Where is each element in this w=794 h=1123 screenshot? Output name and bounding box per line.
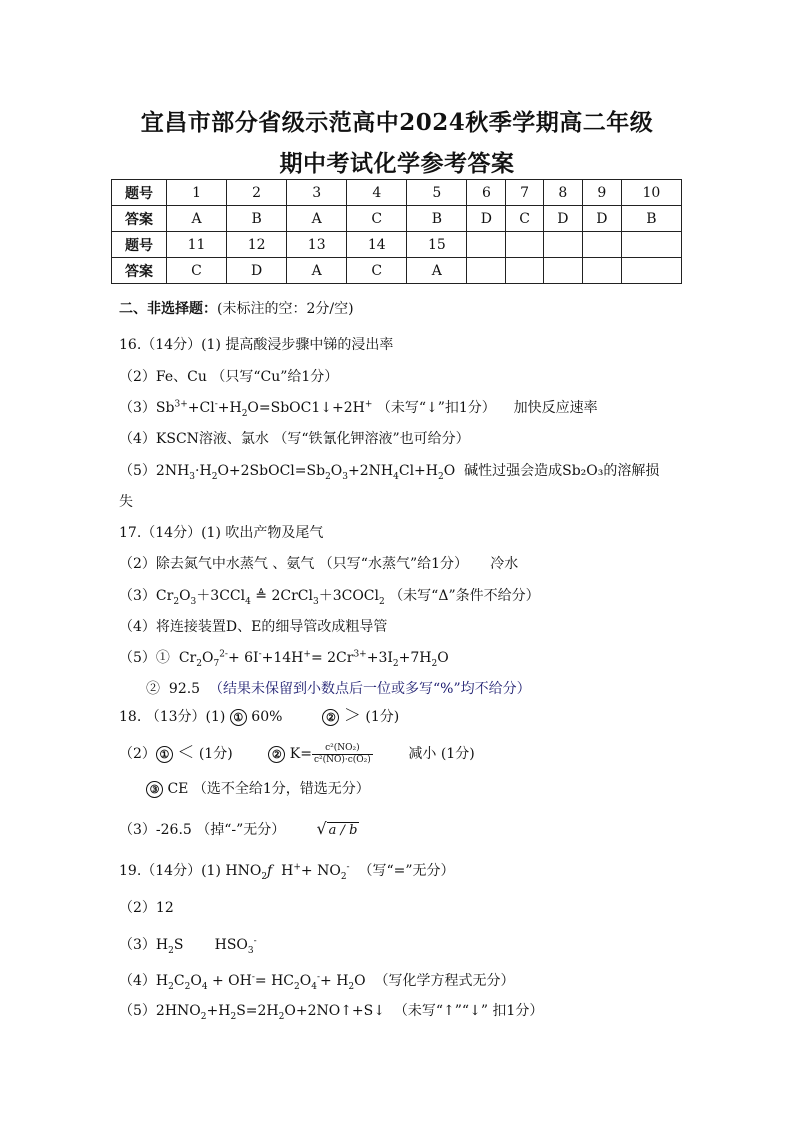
table-cell: 题号 xyxy=(112,232,167,258)
q17-line5: （5）① $Cr_2O_7^{2-}+ 6I^-+14H^+= 2Cr^{3+}+3I_2+7H_2O$ xyxy=(119,649,449,669)
q18-line1: 18. （13分）(1) ① 60% ② ＞ (1分) xyxy=(119,706,400,726)
table-cell: C xyxy=(506,206,543,232)
table-row xyxy=(112,206,682,232)
q19-line2: （2）12 xyxy=(119,900,174,916)
q19-line4: $(4)H_2C_2O_4 + OH^-= HC_2O_4^-+ H_2O$ （写化学方程式无分） xyxy=(119,972,515,992)
table-cell xyxy=(582,258,621,284)
q16-line6: 失 xyxy=(119,494,133,510)
section-heading: 二、非选择题：(未标注的空：2分/空) xyxy=(119,301,354,317)
table-cell xyxy=(621,232,681,258)
q17-line6: ② 92.5 （结果未保留到小数点后一位或多写“%”均不给分） xyxy=(146,681,531,697)
table-cell: 5 xyxy=(407,180,467,206)
table-cell: C xyxy=(347,258,407,284)
table-cell xyxy=(506,258,543,284)
q16-line5: $(5)2NH_3\cdot H_2O+2SbOCl=Sb_2O_3+2NH_4Cl+H_2O$ 碱性过强会造成Sb₂O₃的溶解损 xyxy=(119,463,660,482)
table-cell: 10 xyxy=(621,180,681,206)
table-cell: B xyxy=(621,206,681,232)
q18-line2: （2） ① ＜ (1分) ② K= $\frac{\text{c²(NO₂)}}{\text{c²(NO)·c(O₂)}}$ 减小 (1分) xyxy=(119,742,475,765)
table-cell: 11 xyxy=(167,232,227,258)
table-cell: 题号 xyxy=(112,180,167,206)
table-cell: A xyxy=(287,258,347,284)
table-cell: 3 xyxy=(287,180,347,206)
q17-line1: 17.（14分）(1) 吹出产物及尾气 xyxy=(119,525,324,541)
q19-line5: $(5)2HNO_2+H_2S=2H_2O+2NO↑+S↓$ （未写“↑”“↓” 扣1分） xyxy=(119,1003,544,1022)
table-cell xyxy=(621,258,681,284)
table-cell xyxy=(543,258,582,284)
table-cell: 9 xyxy=(582,180,621,206)
table-cell: 2 xyxy=(227,180,287,206)
table-cell: C xyxy=(347,206,407,232)
table-cell: 答案 xyxy=(112,258,167,284)
q16-line3: $(3)Sb^{3+}+Cl^-+H_2O=SbOC1↓+2H^+$ （未写“↓”扣1分） 加快反应速率 xyxy=(119,399,598,419)
table-row xyxy=(112,180,682,206)
table-cell: A xyxy=(167,206,227,232)
table-cell: B xyxy=(227,206,287,232)
table-cell: D xyxy=(582,206,621,232)
q18-line3: ③ CE （选不全给1分，错选无分） xyxy=(146,779,370,799)
table-cell xyxy=(543,232,582,258)
table-cell: D xyxy=(543,206,582,232)
q17-line4: （4）将连接装置D、E的细导管改成粗导管 xyxy=(119,619,388,635)
table-row xyxy=(112,258,682,284)
table-cell xyxy=(467,258,506,284)
table-cell: 13 xyxy=(287,232,347,258)
table-cell: 15 xyxy=(407,232,467,258)
answer-table xyxy=(111,179,682,284)
table-cell: A xyxy=(407,258,467,284)
table-row xyxy=(112,232,682,258)
equilibrium-constant-fraction: $\frac{\text{c²(NO₂)}}{\text{c²(NO)·c(O₂)}}$ xyxy=(313,742,371,765)
q19-line1: 19.（14分）(1) $HNO_2f$ $H^++ NO_2^-$ （写“=”无分） xyxy=(119,862,455,882)
table-cell: C xyxy=(167,258,227,284)
table-cell xyxy=(506,232,543,258)
q16-line4: （4）KSCN溶液、氯水 （写“铁氰化钾溶液”也可给分） xyxy=(119,431,470,447)
q17-line3: $(3)Cr_2O_3+3CCl_4$ ≜ 2CrCl$_3$＋3COCl$_2$ （未写“Δ”条件不给分） xyxy=(119,588,540,607)
table-cell: 6 xyxy=(467,180,506,206)
sqrt-expression: a / b xyxy=(328,823,358,838)
table-cell: 14 xyxy=(347,232,407,258)
page-title: 宜昌市部分省级示范高中2024秋季学期高二年级 xyxy=(140,109,654,136)
q16-line2: （2）Fe、Cu （只写“Cu”给1分） xyxy=(119,369,339,385)
table-cell: 4 xyxy=(347,180,407,206)
table-cell: B xyxy=(407,206,467,232)
table-cell: A xyxy=(287,206,347,232)
table-cell: 答案 xyxy=(112,206,167,232)
table-cell: 1 xyxy=(167,180,227,206)
q18-line4: （3）-26.5 （掉“-”无分） √ a / b xyxy=(119,819,358,838)
table-cell: D xyxy=(467,206,506,232)
table-cell: D xyxy=(227,258,287,284)
table-cell: 7 xyxy=(506,180,543,206)
table-cell: 12 xyxy=(227,232,287,258)
table-cell xyxy=(582,232,621,258)
table-cell xyxy=(467,232,506,258)
q19-line3: $(3)H_2S$ $HSO_3^-$ xyxy=(119,936,257,956)
page-subtitle: 期中考试化学参考答案 xyxy=(279,150,515,177)
q16-line1: 16.（14分）(1) 提高酸浸步骤中锑的浸出率 xyxy=(119,337,394,353)
q17-line2: （2）除去氮气中水蒸气 、氨气 （只写“水蒸气”给1分） 冷水 xyxy=(119,556,519,572)
table-cell: 8 xyxy=(543,180,582,206)
